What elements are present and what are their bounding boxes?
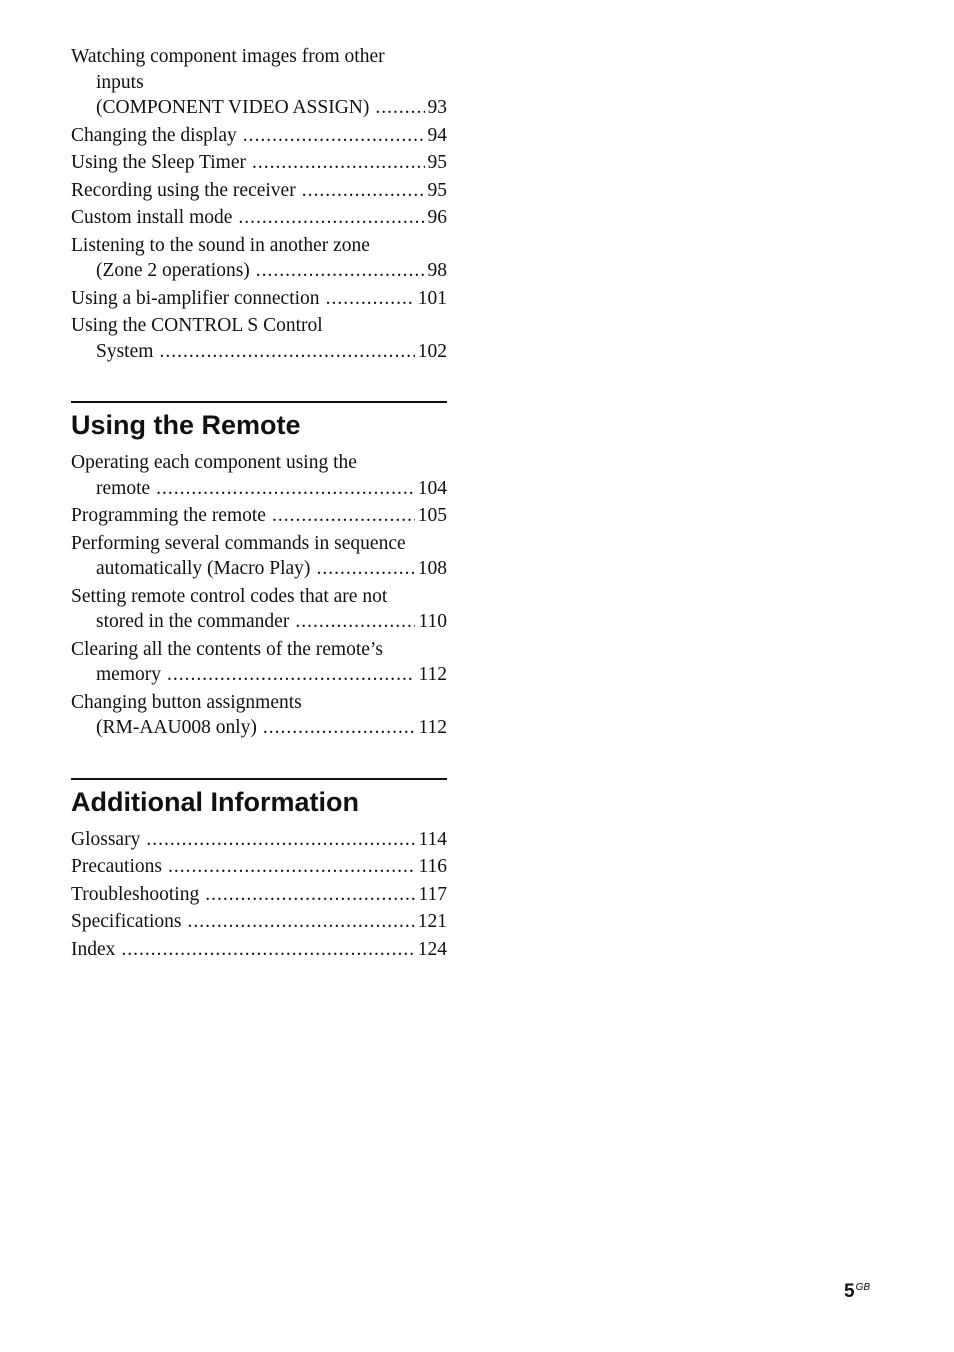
- entry-page-number: 124: [417, 938, 447, 960]
- entry-title: Recording using the receiver: [71, 179, 296, 201]
- dot-leader: [295, 609, 415, 635]
- entry-page-number: 112: [418, 664, 447, 685]
- section-heading: Using the Remote: [71, 401, 447, 442]
- toc-entry[interactable]: [71, 637, 447, 688]
- entry-title: Troubleshooting: [71, 883, 200, 905]
- entry-title: Precautions: [71, 856, 162, 877]
- toc-entry[interactable]: [71, 827, 447, 853]
- dot-leader: [238, 205, 424, 231]
- toc-entry[interactable]: [71, 882, 447, 908]
- toc-entry[interactable]: [71, 150, 447, 176]
- entry-title: System: [96, 340, 154, 362]
- entry-title: Using the CONTROL S Control: [71, 315, 323, 336]
- dot-leader: [256, 258, 425, 284]
- entry-page-number: 104: [417, 477, 447, 499]
- dot-leader: [159, 339, 414, 365]
- dot-leader: [326, 286, 415, 312]
- dot-leader: [375, 95, 424, 121]
- entry-page-number: 112: [418, 717, 447, 738]
- entry-page-number: 95: [427, 179, 447, 201]
- dot-leader: [243, 123, 425, 149]
- toc-section: [71, 44, 447, 364]
- entry-page-number: 94: [427, 124, 447, 146]
- toc-entry[interactable]: [71, 584, 447, 635]
- entry-title: Operating each component using the: [71, 452, 357, 473]
- entry-title: Custom install mode: [71, 207, 233, 228]
- entry-title: Listening to the sound in another zone: [71, 234, 370, 256]
- entry-title: (Zone 2 operations): [96, 260, 250, 281]
- entry-title: (RM-AAU008 only): [96, 717, 257, 738]
- entry-title: Glossary: [71, 828, 141, 850]
- entry-title: Specifications: [71, 911, 182, 932]
- toc-entry[interactable]: [71, 690, 447, 741]
- entry-title: stored in the commander: [96, 611, 290, 632]
- page-suffix: GB: [855, 1281, 871, 1293]
- entry-title: remote: [96, 477, 151, 499]
- entry-title: Programming the remote: [71, 505, 266, 526]
- entry-page-number: 93: [427, 97, 447, 118]
- entry-page-number: 96: [427, 207, 447, 228]
- toc-entry[interactable]: [71, 233, 447, 284]
- entry-title: Index: [71, 938, 116, 960]
- dot-leader: [121, 937, 414, 963]
- toc-section: [71, 778, 447, 963]
- entry-page-number: 121: [417, 911, 447, 932]
- dot-leader: [302, 178, 425, 204]
- table-of-contents: [71, 44, 447, 964]
- toc-entry[interactable]: [71, 286, 447, 312]
- entry-page-number: 108: [417, 558, 447, 579]
- entry-title: Performing several commands in sequence: [71, 532, 406, 554]
- page-number: $5^{GB}$: [844, 1281, 871, 1302]
- entry-page-number: 116: [418, 856, 447, 877]
- entry-title: automatically (Macro Play): [96, 558, 311, 579]
- toc-entry[interactable]: [71, 909, 447, 935]
- entry-title: memory: [96, 664, 161, 685]
- dot-leader: [146, 827, 415, 853]
- dot-leader: [156, 476, 415, 502]
- entry-title: Setting remote control codes that are not: [71, 585, 388, 607]
- toc-entry[interactable]: [71, 205, 447, 231]
- dot-leader: [272, 503, 415, 529]
- entry-title: inputs: [96, 71, 144, 93]
- dot-leader: [187, 909, 414, 935]
- entry-page-number: 98: [427, 260, 447, 281]
- toc-entry[interactable]: [71, 531, 447, 582]
- section-heading: Additional Information: [71, 778, 447, 819]
- entry-page-number: 95: [427, 152, 447, 173]
- entry-title: Watching component images from other: [71, 46, 385, 67]
- toc-section: [71, 401, 447, 741]
- toc-entry[interactable]: [71, 44, 447, 121]
- toc-entry[interactable]: [71, 503, 447, 529]
- toc-entry[interactable]: [71, 854, 447, 880]
- toc-entry[interactable]: [71, 123, 447, 149]
- entry-page-number: 102: [417, 340, 447, 362]
- toc-entry[interactable]: [71, 450, 447, 501]
- entry-page-number: 105: [417, 505, 447, 526]
- entry-title: Changing the display: [71, 124, 237, 146]
- entry-page-number: 110: [418, 611, 447, 632]
- toc-entry[interactable]: [71, 313, 447, 364]
- entry-title: Using a bi-amplifier connection: [71, 287, 320, 309]
- dot-leader: [252, 150, 425, 176]
- toc-entry[interactable]: [71, 178, 447, 204]
- entry-title: Using the Sleep Timer: [71, 152, 246, 173]
- entry-title: Changing button assignments: [71, 691, 302, 713]
- toc-entry[interactable]: [71, 937, 447, 963]
- entry-title: Clearing all the contents of the remote’s: [71, 638, 383, 660]
- entry-title: (COMPONENT VIDEO ASSIGN): [96, 97, 370, 118]
- dot-leader: [316, 556, 414, 582]
- dot-leader: [168, 854, 415, 880]
- dot-leader: [263, 715, 416, 741]
- dot-leader: [205, 882, 415, 908]
- dot-leader: [167, 662, 415, 688]
- entry-page-number: 117: [418, 883, 447, 905]
- entry-page-number: 101: [417, 287, 447, 309]
- entry-page-number: 114: [418, 828, 447, 850]
